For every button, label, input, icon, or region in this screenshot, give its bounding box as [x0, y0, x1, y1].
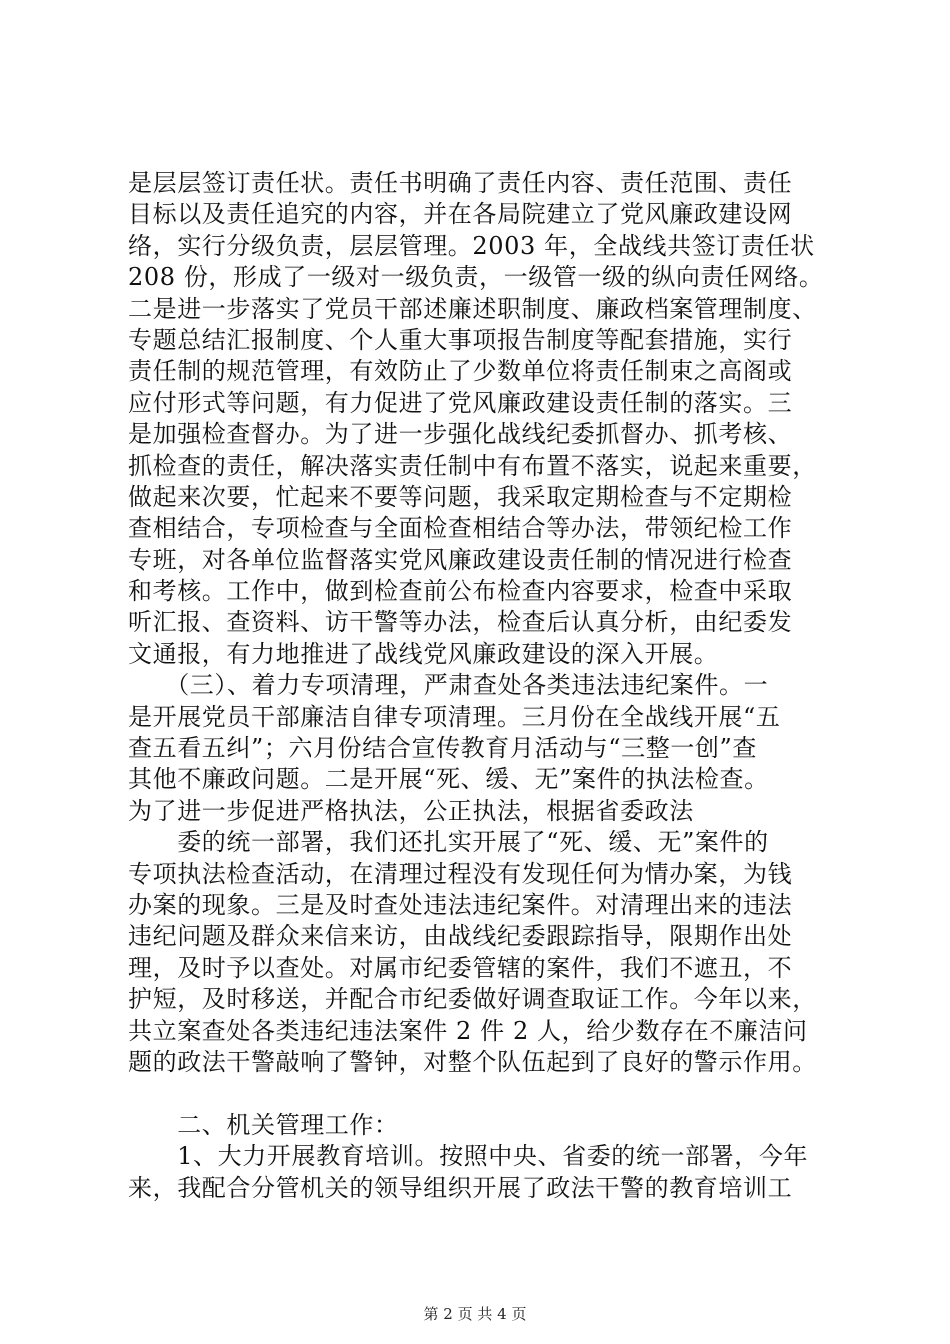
text-line: 来，我配合分管机关的领导组织开展了政法干警的教育培训工 — [128, 1173, 793, 1202]
text-line: 委的统一部署，我们还扎实开展了“死、缓、无”案件的 — [128, 828, 769, 857]
text-line: 和考核。工作中，做到检查前公布检查内容要求，检查中采取 — [128, 577, 793, 606]
text-line: 专题总结汇报制度、个人重大事项报告制度等配套措施，实行 — [128, 325, 793, 354]
text-line: 是层层签订责任状。责任书明确了责任内容、责任范围、责任 — [128, 169, 793, 197]
paragraph-gap — [128, 1078, 833, 1109]
text-line: 应付形式等问题，有力促进了党风廉政建设责任制的落实。三 — [128, 388, 793, 417]
text-line: 责任制的规范管理，有效防止了少数单位将责任制束之高阁或 — [128, 357, 793, 386]
page-number-label: 第 2 页 共 4 页 — [423, 1305, 527, 1323]
text-line: 络，实行分级负责，层层管理。2003 年，全战线共签订责任状 — [128, 231, 815, 260]
text-line: 违纪问题及群众来信来访，由战线纪委跟踪指导，限期作出处 — [128, 922, 793, 951]
text-line: 听汇报、查资料、访干警等办法，检查后认真分析，由纪委发 — [128, 608, 793, 637]
text-line: 是开展党员干部廉洁自律专项清理。三月份在全战线开展“五 — [128, 702, 781, 731]
text-line: 二是进一步落实了党员干部述廉述职制度、廉政档案管理制度、 — [128, 294, 817, 323]
text-line: 查五看五纠”；六月份结合宣传教育月活动与“三整一创”查 — [128, 734, 758, 763]
document-body — [128, 168, 833, 1204]
section-heading-line: （三）、着力专项清理，严肃查处各类违法违纪案件。一 — [128, 671, 769, 700]
text-line: 专班，对各单位监督落实党风廉政建设责任制的情况进行检查 — [128, 545, 793, 574]
text-line: 办案的现象。三是及时查处违法违纪案件。对清理出来的违法 — [128, 890, 793, 919]
text-line: 护短，及时移送，并配合市纪委做好调查取证工作。今年以来， — [128, 985, 817, 1014]
text-line: 其他不廉政问题。二是开展“死、缓、无”案件的执法检查。 — [128, 765, 769, 794]
text-line: 是加强检查督办。为了进一步强化战线纪委抓督办、抓考核、 — [128, 420, 793, 449]
text-line: 查相结合，专项检查与全面检查相结合等办法，带领纪检工作 — [128, 514, 793, 543]
text-line: 专项执法检查活动，在清理过程没有发现任何为情办案，为钱 — [128, 859, 793, 888]
text-line: 做起来次要，忙起来不要等问题，我采取定期检查与不定期检 — [128, 482, 793, 511]
text-line: 共立案查处各类违纪违法案件 2 件 2 人，给少数存在不廉洁问 — [128, 1016, 808, 1045]
text-line: 抓检查的责任，解决落实责任制中有布置不落实，说起来重要， — [128, 451, 817, 480]
text-line: 题的政法干警敲响了警钟，对整个队伍起到了良好的警示作用。 — [128, 1047, 817, 1076]
page-footer — [0, 1303, 950, 1324]
text-line: 文通报，有力地推进了战线党风廉政建设的深入开展。 — [128, 639, 719, 668]
text-line: 1、大力开展教育培训。按照中央、省委的统一部署，今年 — [128, 1142, 809, 1171]
text-line: 理，及时予以查处。对属市纪委管辖的案件，我们不遮丑，不 — [128, 953, 793, 982]
text-line: 208 份，形成了一级对一级负责，一级管一级的纵向责任网络。 — [128, 263, 824, 292]
section-heading-line: 二、机关管理工作： — [128, 1110, 399, 1139]
text-line: 目标以及责任追究的内容，并在各局院建立了党风廉政建设网 — [128, 200, 793, 229]
text-line: 为了进一步促进严格执法，公正执法，根据省委政法 — [128, 796, 694, 825]
